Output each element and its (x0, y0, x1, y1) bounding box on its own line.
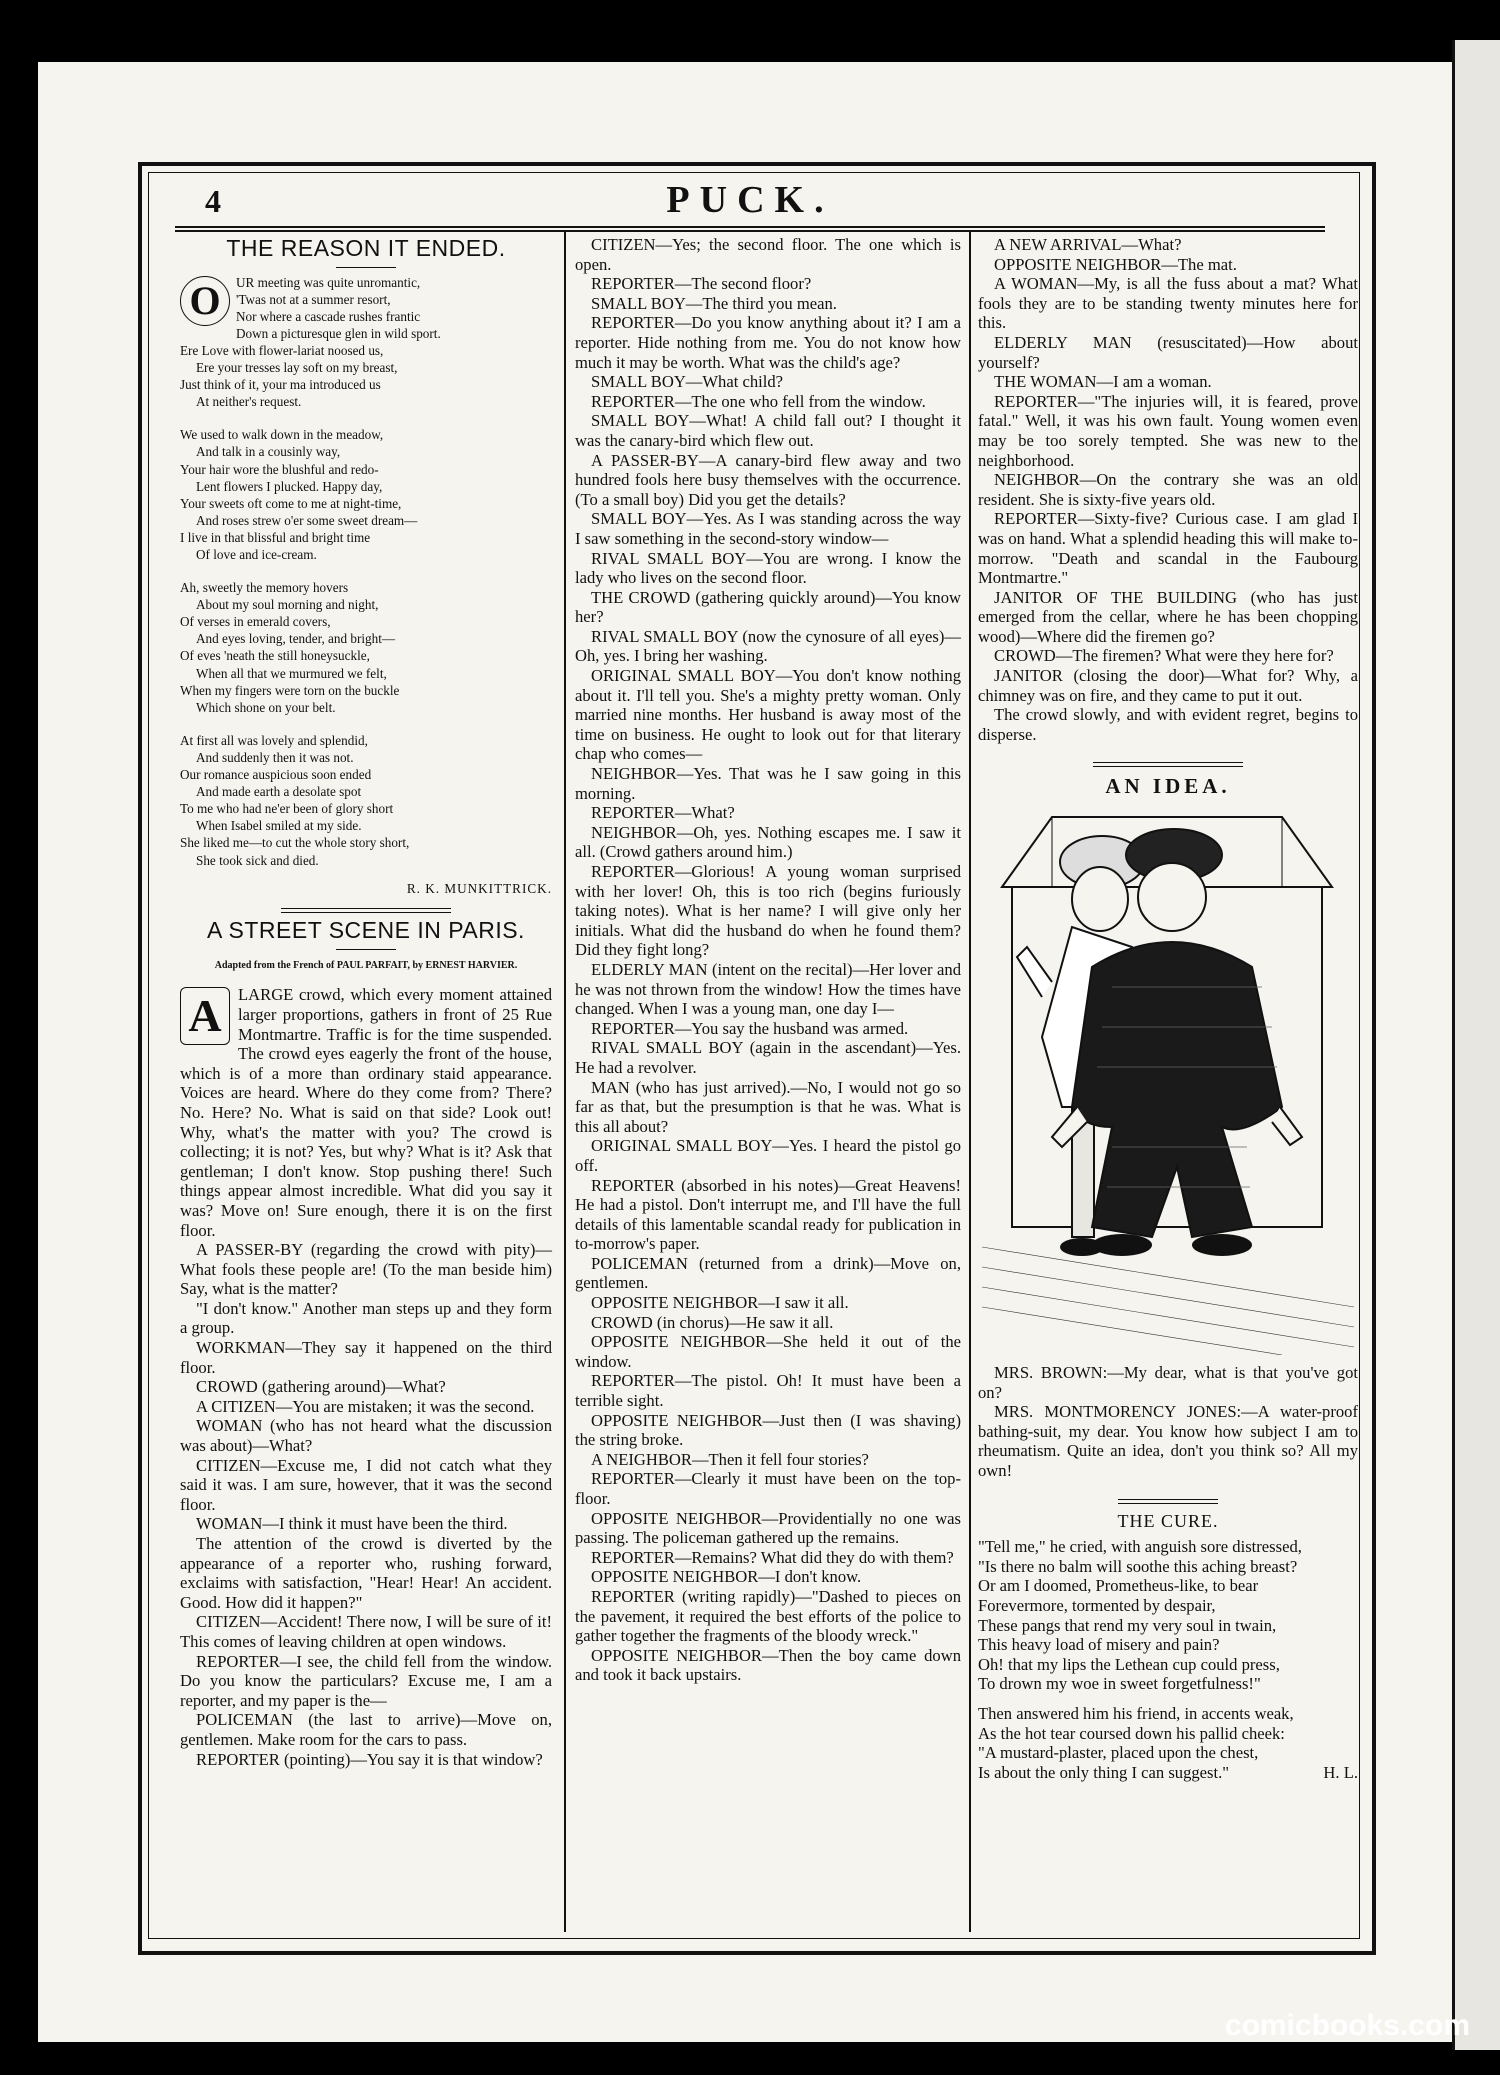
paragraph: NEIGHBOR—Yes. That was he I saw going in this morning. (575, 764, 961, 803)
poem-line: At neither's request. (196, 394, 302, 410)
poem-line: About my soul morning and night, (196, 597, 379, 613)
poem-line: When all that we murmured we felt, (196, 665, 387, 681)
poem-line: 'Twas not at a summer resort, (236, 291, 391, 307)
column-1 (180, 235, 552, 1769)
poem-line: Ere your tresses lay soft on my breast, (196, 360, 398, 376)
paragraph: OPPOSITE NEIGHBOR—I saw it all. (591, 1293, 849, 1313)
poem-line: "A mustard-plaster, placed upon the chest, (978, 1743, 1259, 1763)
story-byline: Adapted from the French of PAUL PARFAIT, by ERNEST HARVIER. (214, 959, 518, 971)
paragraph: A NEIGHBOR—Then it fell four stories? (591, 1449, 869, 1469)
paragraph: REPORTER—Do you know anything about it? I am a reporter. Hide nothing from me. You do not know how much it may be worth. What was the child's age? (575, 313, 961, 372)
poem-stanza (180, 274, 552, 411)
poem-line: And talk in a cousinly way, (196, 444, 341, 460)
paragraph: RIVAL SMALL BOY (again in the ascendant)—Yes. He had a revolver. (575, 1038, 961, 1077)
poem-line: She took sick and died. (196, 852, 319, 868)
paragraph: The attention of the crowd is diverted by the appearance of a reporter who, rushing forward, exclaims with satisfaction, "Hear! Hear! An accident. Good. How did it happen?" (180, 1534, 552, 1612)
story-body (180, 985, 552, 1769)
cure-title: THE CURE. (1117, 1510, 1219, 1531)
paragraph: RIVAL SMALL BOY—You are wrong. I know the lady who lives on the second floor. (575, 548, 961, 588)
paragraph: REPORTER—Remains? What did they do with them? (591, 1547, 954, 1567)
paragraph: SMALL BOY—Yes. As I was standing across the way I saw something in the second-story window— (575, 509, 961, 548)
poem-line: This heavy load of misery and pain? (978, 1635, 1220, 1655)
story-paragraphs-ending (978, 235, 1358, 744)
cartoon-svg (982, 807, 1354, 1355)
poem-stanzas (180, 274, 552, 869)
paragraph: MRS. MONTMORENCY JONES:—A water-proof bathing-suit, my dear. You know how subject I am to rheumatism. Quite an idea, don't you think so? All my own! (978, 1402, 1358, 1480)
paragraph: WORKMAN—They say it happened on the third floor. (180, 1338, 552, 1377)
idea-title: AN IDEA. (1105, 774, 1231, 799)
masthead-rule-2 (175, 230, 1325, 232)
poem-line: Nor where a cascade rushes frantic (236, 308, 421, 324)
page-number: 4 (205, 183, 221, 219)
paragraph: OPPOSITE NEIGHBOR—I don't know. (591, 1567, 862, 1587)
paragraph: MRS. BROWN:—My dear, what is that you've got on? (978, 1363, 1358, 1402)
poem-line: Of love and ice-cream. (196, 547, 317, 562)
poem-line: And eyes loving, tender, and bright— (196, 631, 396, 647)
paragraph: SMALL BOY—The third you mean. (591, 293, 837, 313)
poem-line: And made earth a desolate spot (196, 784, 362, 800)
watermark: comicbooks.com (1224, 2009, 1470, 2042)
paragraph: REPORTER (writing rapidly)—"Dashed to pieces on the pavement, it required the best efforts of the police to gather together the fragments of the bloody wreck." (575, 1586, 961, 1646)
masthead: PUCK. (666, 179, 834, 221)
paragraph: REPORTER—Sixty-five? Curious case. I am glad I was on hand. What a splendid heading this will make to-morrow. "Death and scandal in the Faubourg Montmartre." (978, 509, 1358, 588)
paragraph: OPPOSITE NEIGHBOR—Then the boy came down and took it back upstairs. (575, 1645, 961, 1685)
paragraph: REPORTER (absorbed in his notes)—Great Heavens! He had a pistol. Don't interrupt me, and I'll have the full details of this lamentable scandal ready for publication in to-morrow's paper. (575, 1175, 961, 1254)
paragraph: "I don't know." Another man steps up and they form a group. (180, 1298, 552, 1338)
poem (180, 274, 552, 869)
poem-line: We used to walk down in the meadow, (180, 427, 384, 443)
poem-line: Forevermore, tormented by despair, (978, 1595, 1216, 1615)
poem-drop-cap: O (180, 276, 230, 326)
paragraph: POLICEMAN (returned from a drink)—Move on, gentlemen. (575, 1253, 961, 1293)
paragraph: CITIZEN—Yes; the second floor. The one which is open. (575, 235, 961, 274)
poem-line: As the hot tear coursed down his pallid cheek: (978, 1723, 1285, 1743)
paragraph: REPORTER—Glorious! A young woman surprised with her lover! Oh, this is too rich (begins furiously taking notes). What is her name? I will give only her initials. What did the husband do when he found them? Did they fight long? (575, 862, 961, 960)
story-paragraphs-continued (575, 235, 961, 1685)
poem-line: Your hair wore the blushful and redo- (180, 461, 379, 477)
paragraph: REPORTER (pointing)—You say it is that window? (196, 1749, 543, 1769)
paragraph: CITIZEN—Accident! There now, I will be sure of it! This comes of leaving children at open windows. (180, 1612, 552, 1651)
paragraph: POLICEMAN (the last to arrive)—Move on, gentlemen. Make room for the cars to pass. (180, 1710, 552, 1749)
idea-caption (978, 1363, 1358, 1481)
paragraph: ORIGINAL SMALL BOY—You don't know nothing about it. I'll tell you. She's a mighty pretty woman. Only married nine months. Her husband is away most of the time on business. He ought to look out for that literary chap who comes— (575, 666, 961, 764)
poem-line: These pangs that rend my very soul in twain, (978, 1615, 1277, 1635)
section-rule (1093, 762, 1243, 767)
poem-stanza (180, 579, 552, 716)
masthead-rule (175, 226, 1325, 228)
poem-line: I live in that blissful and bright time (180, 529, 371, 545)
paragraph: REPORTER—The pistol. Oh! It must have been a terrible sight. (575, 1371, 961, 1411)
poem-line: Lent flowers I plucked. Happy day, (196, 478, 383, 494)
poem-line: Just think of it, your ma introduced us (180, 377, 381, 393)
paragraph: JANITOR (closing the door)—What for? Why, a chimney was on fire, and they came to put it out. (978, 666, 1358, 705)
paragraph: CROWD—The firemen? What were they here for? (994, 646, 1334, 666)
poem-signature: R. K. MUNKITTRICK. (406, 880, 552, 896)
paragraph: A PASSER-BY (regarding the crowd with pity)—What fools these people are! (To the man beside him) Say, what is the matter? (180, 1240, 552, 1299)
paragraph: A CITIZEN—You are mistaken; it was the second. (196, 1396, 535, 1416)
paragraph: THE CROWD (gathering quickly around)—You know her? (575, 587, 961, 627)
paragraph: OPPOSITE NEIGHBOR—Providentially no one was passing. The policeman gathered up the remains. (575, 1508, 961, 1548)
story-title: A STREET SCENE IN PARIS. (207, 917, 525, 944)
story-drop-cap: A (180, 987, 230, 1045)
paragraph: REPORTER—You say the husband was armed. (591, 1018, 909, 1038)
paragraph: A PASSER-BY—A canary-bird flew away and two hundred fools here busy themselves with the occurrence. (To a small boy) Did you get the details? (575, 450, 961, 509)
paragraph: REPORTER—"The injuries will, it is feared, prove fatal." Well, it was his own fault. Young women even may be too sorely tempted. She was new to the neighborhood. (978, 391, 1358, 470)
paragraph: ELDERLY MAN (resuscitated)—How about yourself? (978, 332, 1358, 372)
poem-line: To me who had ne'er been of glory short (180, 801, 394, 817)
poem-line: When Isabel smiled at my side. (196, 818, 362, 834)
poem-line: Our romance auspicious soon ended (180, 767, 372, 783)
title-rule (336, 949, 396, 950)
paragraph: THE WOMAN—I am a woman. (994, 372, 1212, 392)
paragraph: CITIZEN—Excuse me, I did not catch what they said it was. I am sure, however, that it was the second floor. (180, 1455, 552, 1514)
poem-line: Then answered him his friend, in accents weak, (978, 1703, 1294, 1723)
paragraph: REPORTER—The second floor? (591, 274, 812, 294)
paragraph: ORIGINAL SMALL BOY—Yes. I heard the pistol go off. (575, 1136, 961, 1175)
poem-line: Of verses in emerald covers, (180, 614, 331, 630)
paragraph: MAN (who has just arrived).—No, I would not go so far as that, but the presumption is that he was. What is this all about? (575, 1077, 961, 1136)
paragraph: REPORTER—I see, the child fell from the window. Do you know the particulars? Excuse me, I am a reporter, and my paper is the— (180, 1651, 552, 1710)
poem-line: Your sweets oft come to me at night-time, (180, 495, 402, 511)
poem-title: THE REASON IT ENDED. (226, 235, 506, 261)
poem-stanza (180, 732, 552, 869)
cartoon-illustration (982, 807, 1354, 1355)
poem-line: At first all was lovely and splendid, (180, 732, 368, 748)
paragraph: The crowd slowly, and with evident regret, begins to disperse. (978, 705, 1358, 744)
column-3 (978, 235, 1358, 1782)
section-rule (1118, 1499, 1218, 1504)
next-page-edge (1452, 40, 1500, 2050)
column-rule-1 (564, 232, 566, 1932)
poem-line: Is about the only thing I can suggest." H. L. (978, 1762, 1358, 1782)
paragraph: A WOMAN—My, is all the fuss about a mat? What fools they are to be standing twenty minutes here for this. (978, 274, 1358, 333)
paragraph: OPPOSITE NEIGHBOR—She held it out of the window. (575, 1332, 961, 1371)
paragraph: NEIGHBOR—On the contrary she was an old resident. She is sixty-five years old. (978, 470, 1358, 509)
poem-line: To drown my woe in sweet forgetfulness!" (978, 1674, 1261, 1694)
paragraph: ELDERLY MAN (intent on the recital)—Her lover and he was not thrown from the window! How the times have changed. When I was a young man, one day I— (575, 959, 961, 1019)
paragraph: OPPOSITE NEIGHBOR—Just then (I was shaving) the string broke. (575, 1410, 961, 1450)
paragraph: NEIGHBOR—Oh, yes. Nothing escapes me. I saw it all. (Crowd gathers around him.) (575, 822, 961, 862)
poem-line: UR meeting was quite unromantic, (236, 274, 421, 290)
poem-line: She liked me—to cut the whole story short, (180, 835, 410, 851)
title-rule (336, 267, 396, 268)
poem-line: And suddenly then it was not. (196, 749, 354, 765)
column-2 (575, 235, 961, 1685)
paragraph: WOMAN (who has not heard what the discussion was about)—What? (180, 1416, 552, 1456)
column-rule-2 (969, 232, 971, 1932)
poem-line: And roses strew o'er some sweet dream— (196, 512, 418, 528)
poem-line: Of eves 'neath the still honeysuckle, (180, 648, 370, 664)
paragraph: CROWD (in chorus)—He saw it all. (591, 1312, 834, 1332)
poem-line: Which shone on your belt. (196, 699, 336, 715)
poem-line: Ere Love with flower-lariat noosed us, (180, 342, 384, 358)
story-paragraphs (180, 985, 552, 1769)
paragraph: SMALL BOY—What! A child fall out? I thought it was the canary-bird which flew out. (575, 411, 961, 450)
paragraph: CROWD (gathering around)—What? (196, 1377, 446, 1397)
paragraph: SMALL BOY—What child? (591, 372, 784, 392)
paragraph: JANITOR OF THE BUILDING (who has just emerged from the cellar, where he has been chopping wood)—Where did the firemen go? (978, 587, 1358, 646)
poem-line: "Is there no balm will soothe this aching breast? (978, 1556, 1298, 1576)
section-rule (281, 908, 451, 913)
paragraph: REPORTER—What? (591, 803, 735, 823)
paragraph: A NEW ARRIVAL—What? (994, 235, 1182, 254)
paragraph: REPORTER—Clearly it must have been on the top-floor. (575, 1469, 961, 1508)
poem-line: Down a picturesque glen in wild sport. (236, 325, 441, 341)
poem-stanza (180, 426, 552, 563)
paragraph: WOMAN—I think it must have been the third. (196, 1514, 508, 1534)
cure-poem (978, 1537, 1358, 1782)
paragraph: RIVAL SMALL BOY (now the cynosure of all eyes)—Oh, yes. I bring her washing. (575, 626, 961, 666)
paragraph: LARGE crowd, which every moment attained larger proportions, gathers in front of 25 Rue Montmartre. Traffic is for the time suspended. The crowd eyes eagerly the front of the house, which is of a more than ordinary staid appearance. Voices are heard. Where do they come from? There? No. Here? No. What is said on that side? Look out! Why, what's the matter with you? The crowd is collecting; it is not? Yes, but why? What is it? Ask that gentleman; I don't know. Stop pushing there! Such things appear almost incredible. What did you say it was? Move on! Sure enough, there it is on the first floor. (180, 985, 552, 1240)
poem-line: When my fingers were torn on the buckle (180, 682, 400, 698)
cure-signature: H. L. (1323, 1762, 1358, 1782)
poem-line: Or am I doomed, Prometheus-like, to bear (978, 1576, 1259, 1596)
poem-line: Ah, sweetly the memory hovers (180, 580, 349, 596)
paragraph: OPPOSITE NEIGHBOR—The mat. (994, 254, 1237, 274)
poem-line: "Tell me," he cried, with anguish sore distressed, (978, 1537, 1302, 1557)
paragraph: REPORTER—The one who fell from the window. (591, 391, 926, 411)
poem-line: Oh! that my lips the Lethean cup could press, (978, 1654, 1280, 1674)
